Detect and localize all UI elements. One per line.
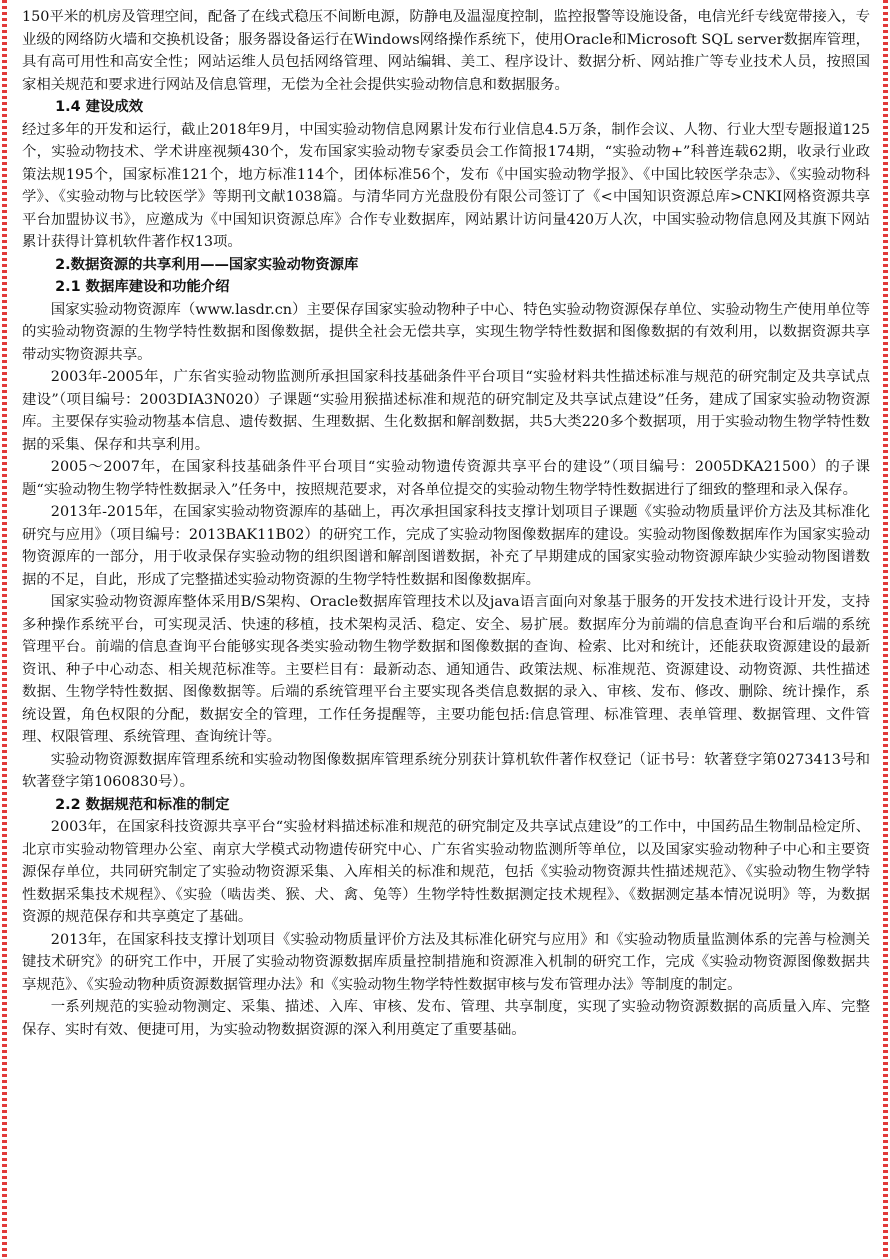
paragraph-achievements: 经过多年的开发和运行，截止2018年9月，中国实验动物信息网累计发布行业信息4.5万条，制作会议、人物、行业大型专题报道125个，实验动物技术、学术讲座视频430个，发布国家实验动物专家委员会工作简报174期，“实验动物+”科普连载62期，收录行业政策法规195个，国家标准121个，地方标准114个，团体标准56个，发布《中国实验动物学报》、《中国比较医学杂志》、《实验动物科学》、《实验动物与比较医学》等期刊文献1038篇。与清华同方光盘股份有限公司签订了《<中国知识资源总库>CNKI网格资源共享平台加盟协议书》，应邀成为《中国知识资源总库》合作专业数据库，网站累计访问量420万人次，中国实验动物信息网及其旗下网站累计获得计算机软件著作权13项。 (22, 121, 870, 250)
paragraph-architecture: 国家实验动物资源库整体采用B/S架构、Oracle数据库管理技术以及java语言面向对象基于服务的开发技术进行设计开发，支持多种操作系统平台，可实现灵活、快速的移植，技术架构灵活、稳定、安全、易扩展。数据库分为前端的信息查询平台和后端的系统管理平台。前端的信息查询平台能够实现各类实验动物生物学数据和图像数据的查询、检索、比对和统计，还能获取资源建设的最新资讯、种子中心动态、相关规范标准等。主要栏目有：最新动态、通知通告、政策法规、标准规范、资源建设、动物资源、共性描述数据、生物学特性数据、图像数据等。后端的系统管理平台主要实现各类信息数据的录入、审核、发布、修改、删除、统计操作，系统设置，角色权限的分配，数据安全的管理，工作任务提醒等，主要功能包括:信息管理、标准管理、表单管理、数据管理、文件管理、权限管理、系统管理、查询统计等。 (22, 594, 870, 745)
paragraph-2003-standards: 2003年，在国家科技资源共享平台“实验材料描述标准和规范的研究制定及共享试点建设”的工作中，中国药品生物制品检定所、北京市实验动物管理办公室、南京大学模式动物遗传研究中心、广东省实验动物监测所等单位，以及国家实验动物种子中心和主要资源保存单位，共同研究制定了实验动物资源采集、入库相关的标准和规范，包括《实验动物资源共性描述规范》、《实验动物生物学特性数据采集技术规程》、《实验（啮齿类、猴、犬、禽、兔等）生物学特性数据测定技术规程》、《数据测定基本情况说明》等，为数据资源的规范保存和共享奠定了基础。 (22, 819, 870, 925)
paragraph-2013-standards: 2013年，在国家科技支撑计划项目《实验动物质量评价方法及其标准化研究与应用》和《实验动物质量监测体系的完善与检测关键技术研究》的研究工作中，开展了实验动物资源数据库质量控制措施和资源准入机制的研究工作，完成《实验动物资源图像数据共享规范》、《实验动物种质资源数据管理办法》和《实验动物生物学特性数据审核与发布管理办法》等制度的制定。 (22, 931, 870, 993)
paragraph-datacenter: 150平米的机房及管理空间，配备了在线式稳压不间断电源，防静电及温湿度控制，监控报警等设施设备，电信光纤专线宽带接入，专业级的网络防火墙和交换机设备；服务器设备运行在Windows网络操作系统下，使用Oracle和Microsoft SQL server数据库管理，具有高可用性和高安全性；网站运维人员包括网络管理、网站编辑、美工、程序设计、数据分析、网站推广等专业技术人员，按照国家相关规范和要求进行网站及信息管理，无偿为全社会提供实验动物信息和数据服务。 (22, 9, 870, 93)
paragraph-2003-2005: 2003年-2005年，广东省实验动物监测所承担国家科技基础条件平台项目“实验材料共性描述标准与规范的研究制定及共享试点建设”（项目编号：2003DIA3N020）子课题“实验用猴描述标准和规范的研究制定及共享试点建设”任务，建成了国家实验动物资源库。主要保存实验动物基本信息、遗传数据、生理数据、生化数据和解剖数据，共5大类220多个数据项，用于实验动物生物学特性数据的采集、保存和共享利用。 (22, 369, 870, 453)
paragraph-copyright: 实验动物资源数据库管理系统和实验动物图像数据库管理系统分别获计算机软件著作权登记（证书号：软著登字第0273413号和软著登字第1060830号）。 (22, 751, 870, 790)
document-page (22, 6, 870, 1041)
paragraph-resource-library: 国家实验动物资源库（www.lasdr.cn）主要保存国家实验动物种子中心、特色实验动物资源保存单位、实验动物生产使用单位等的实验动物资源的生物学特性数据和图像数据，提供全社会无偿共享，实现生物学特性数据和图像数据的有效利用，以数据资源共享带动实物资源共享。 (22, 301, 870, 363)
page-border-right (883, 0, 888, 1259)
paragraph-conclusion: 一系列规范的实验动物测定、采集、描述、入库、审核、发布、管理、共享制度，实现了实验动物资源数据的高质量入库、完整保存、实时有效、便捷可用，为实验动物数据资源的深入利用奠定了重要基础。 (22, 999, 870, 1038)
heading-2: 2.数据资源的共享利用——国家实验动物资源库 (55, 256, 359, 273)
heading-1-4: 1.4 建设成效 (55, 99, 144, 115)
heading-2-1: 2.1 数据库建设和功能介绍 (55, 279, 230, 295)
heading-2-2: 2.2 数据规范和标准的制定 (55, 796, 230, 813)
paragraph-2013-2015: 2013年-2015年，在国家实验动物资源库的基础上，再次承担国家科技支撑计划项目子课题《实验动物质量评价方法及其标准化研究与应用》（项目编号：2013BAK11B02）的研究工作，完成了实验动物图像数据库的建设。实验动物图像数据库作为国家实验动物资源库的一部分，用于收录保存实验动物的组织图谱和解剖图谱数据，补充了早期建成的国家实验动物资源库缺少实验动物图谱数据的不足，自此，形成了完整描述实验动物资源的生物学特性数据和图像数据库。 (22, 504, 870, 588)
paragraph-2005-2007: 2005～2007年，在国家科技基础条件平台项目“实验动物遗传资源共享平台的建设”（项目编号：2005DKA21500）的子课题“实验动物生物学特性数据录入”任务中，按照规范要求，对各单位提交的实验动物生物学特性数据进行了细致的整理和录入保存。 (22, 459, 870, 498)
page-border-left (2, 0, 7, 1259)
